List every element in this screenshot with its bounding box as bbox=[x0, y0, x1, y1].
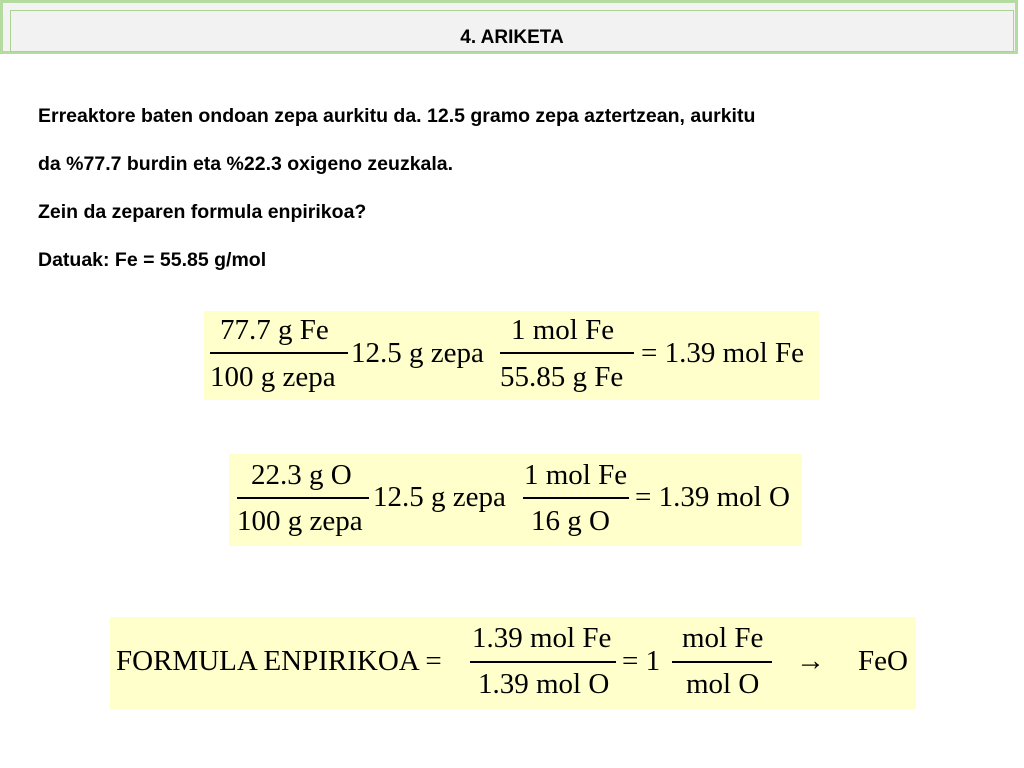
eq1-frac2-numerator: 1 mol Fe bbox=[511, 314, 615, 346]
eq2-frac2-denominator: 16 g O bbox=[531, 505, 610, 537]
eq2-frac2-numerator: 1 mol Fe bbox=[524, 459, 628, 491]
problem-line-1: Erreaktore baten ondoan zepa aurkitu da. 12.5 gramo zepa aztertzean, aurkitu bbox=[38, 105, 756, 127]
eq3-frac1-denominator: 1.39 mol O bbox=[478, 668, 610, 700]
eq2-frac1-numerator: 22.3 g O bbox=[251, 459, 352, 491]
problem-line-2: da %77.7 burdin eta %22.3 oxigeno zeuzkala. bbox=[38, 153, 454, 175]
eq1-frac2-denominator: 55.85 g Fe bbox=[500, 361, 624, 393]
eq2-result: = 1.39 mol O bbox=[635, 481, 790, 513]
eq2-frac1-denominator: 100 g zepa bbox=[237, 505, 363, 537]
eq1-frac1-bar bbox=[210, 352, 348, 354]
eq1-frac2-bar bbox=[500, 352, 634, 354]
eq3-frac1-bar bbox=[470, 661, 616, 663]
eq3-frac1-numerator: 1.39 mol Fe bbox=[472, 622, 612, 654]
eq3-equals-one: = 1 bbox=[622, 645, 661, 677]
eq2-frac2-bar bbox=[523, 497, 629, 499]
eq3-formula: FeO bbox=[858, 645, 908, 677]
eq3-frac2-numerator: mol Fe bbox=[682, 622, 764, 654]
equation-empirical-formula-box bbox=[110, 617, 916, 709]
eq3-arrow-icon: → bbox=[796, 645, 825, 677]
eq1-frac1-numerator: 77.7 g Fe bbox=[220, 314, 329, 346]
problem-statement bbox=[38, 92, 998, 284]
problem-question: Zein da zeparen formula enpirikoa? bbox=[38, 201, 367, 223]
eq3-frac2-bar bbox=[672, 661, 772, 663]
page-title: 4. ARIKETA bbox=[460, 27, 564, 48]
eq1-multiplier: 12.5 g zepa bbox=[351, 337, 484, 369]
problem-data: Datuak: Fe = 55.85 g/mol bbox=[38, 249, 267, 271]
eq3-label: FORMULA ENPIRIKOA = bbox=[116, 645, 442, 677]
eq1-frac1-denominator: 100 g zepa bbox=[210, 361, 336, 393]
equation-oxygen-box bbox=[229, 454, 802, 546]
equation-iron-box bbox=[204, 311, 819, 400]
eq1-result: = 1.39 mol Fe bbox=[641, 337, 804, 369]
eq2-multiplier: 12.5 g zepa bbox=[373, 481, 506, 513]
eq3-frac2-denominator: mol O bbox=[686, 668, 760, 700]
eq2-frac1-bar bbox=[237, 497, 369, 499]
